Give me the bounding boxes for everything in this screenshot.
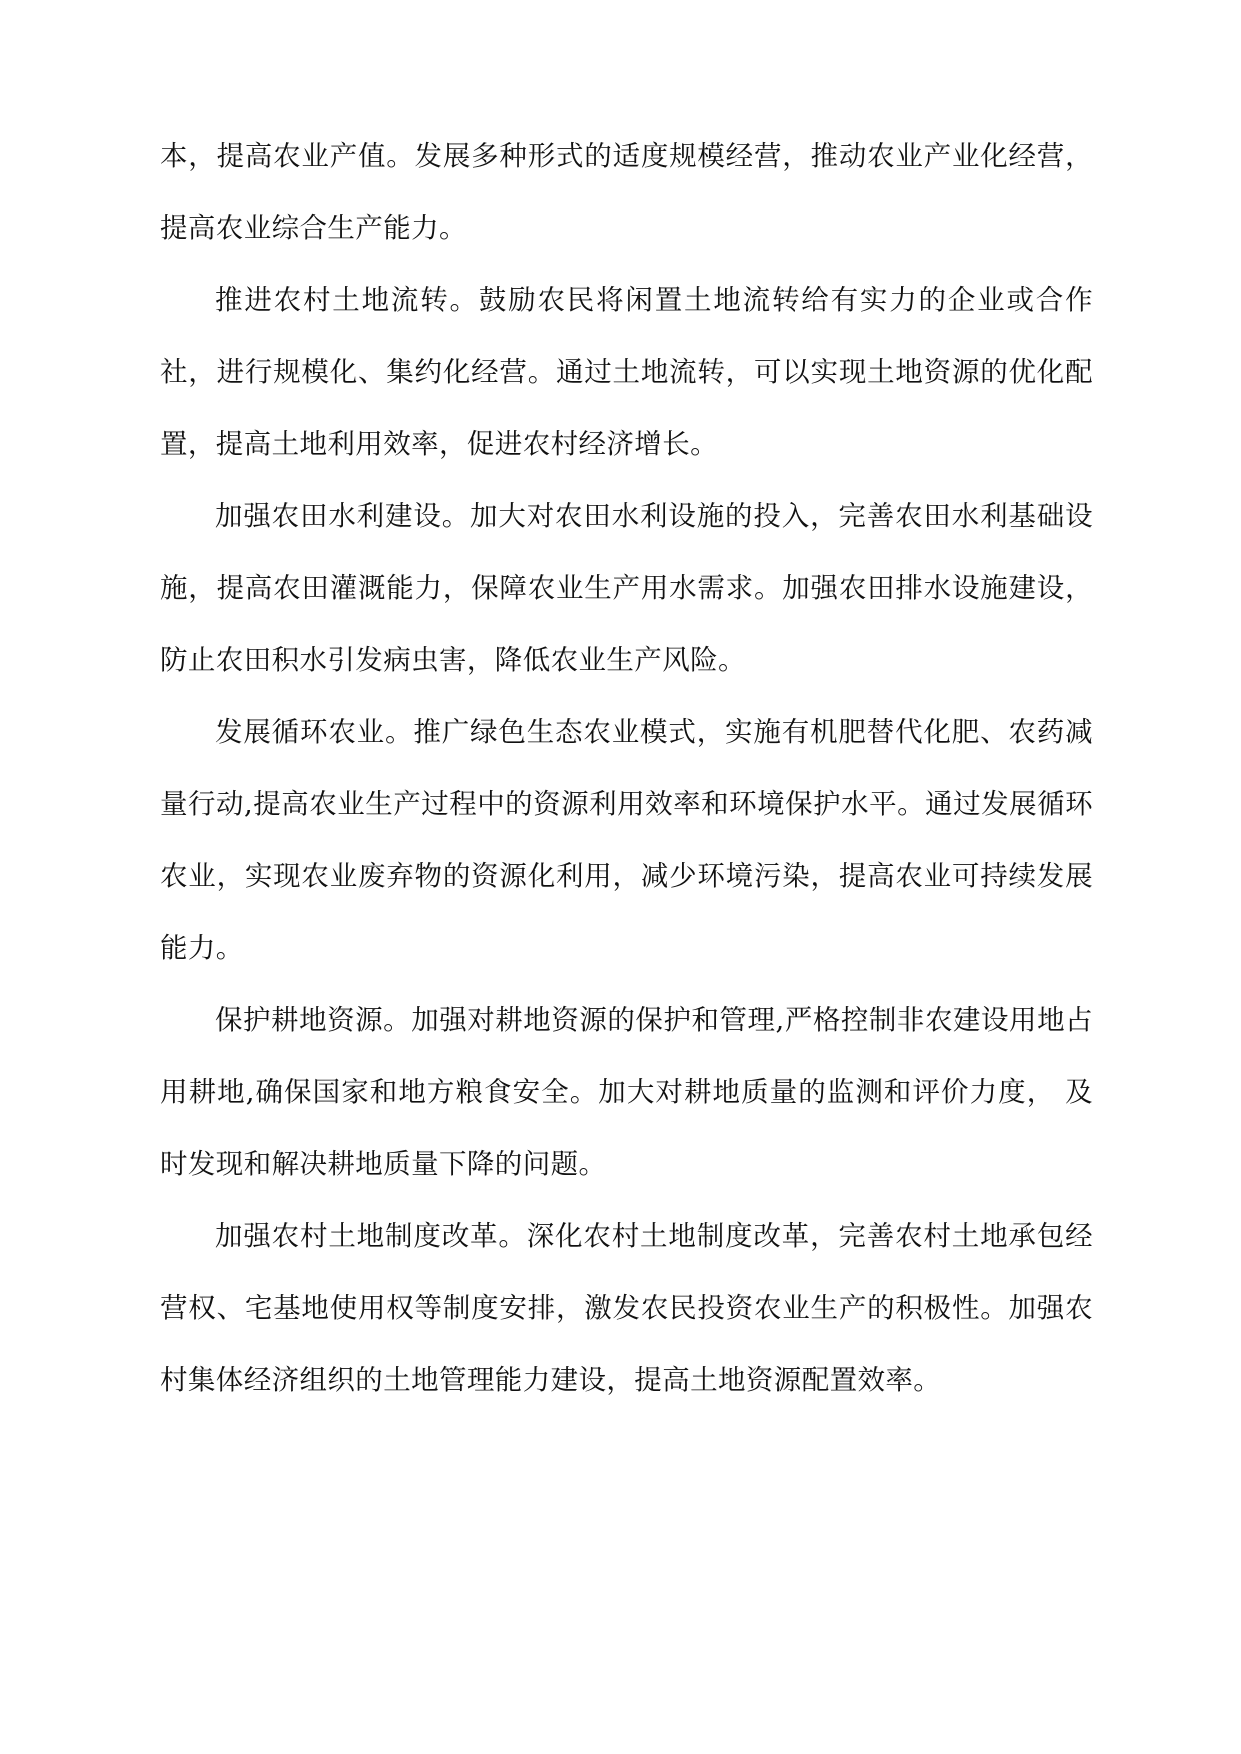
paragraph: 保护耕地资源。加强对耕地资源的保护和管理,严格控制非农建设用地占用耕地,确保国家和地方粮食安全。加大对耕地质量的监测和评价力度， 及时发现和解决耕地质量下降的问题。 bbox=[160, 1004, 1093, 1180]
paragraph: 加强农村土地制度改革。深化农村土地制度改革，完善农村土地承包经营权、宅基地使用权等制度安排，激发农民投资农业生产的积极性。加强农村集体经济组织的土地管理能力建设，提高土地资源配置效率。 bbox=[160, 1220, 1093, 1396]
paragraph: 加强农田水利建设。加大对农田水利设施的投入，完善农田水利基础设施，提高农田灌溉能力，保障农业生产用水需求。加强农田排水设施建设，防止农田积水引发病虫害，降低农业生产风险。 bbox=[160, 500, 1093, 676]
paragraph: 本，提高农业产值。发展多种形式的适度规模经营，推动农业产业化经营，提高农业综合生产能力。 bbox=[160, 140, 1093, 244]
paragraph: 发展循环农业。推广绿色生态农业模式，实施有机肥替代化肥、农药减量行动,提高农业生产过程中的资源利用效率和环境保护水平。通过发展循环农业，实现农业废弃物的资源化利用，减少环境污染，提高农业可持续发展能力。 bbox=[160, 716, 1093, 964]
paragraph: 推进农村土地流转。鼓励农民将闲置土地流转给有实力的企业或合作社，进行规模化、集约化经营。通过土地流转，可以实现土地资源的优化配置，提高土地利用效率，促进农村经济增长。 bbox=[160, 284, 1093, 460]
document-body bbox=[160, 120, 1093, 1416]
